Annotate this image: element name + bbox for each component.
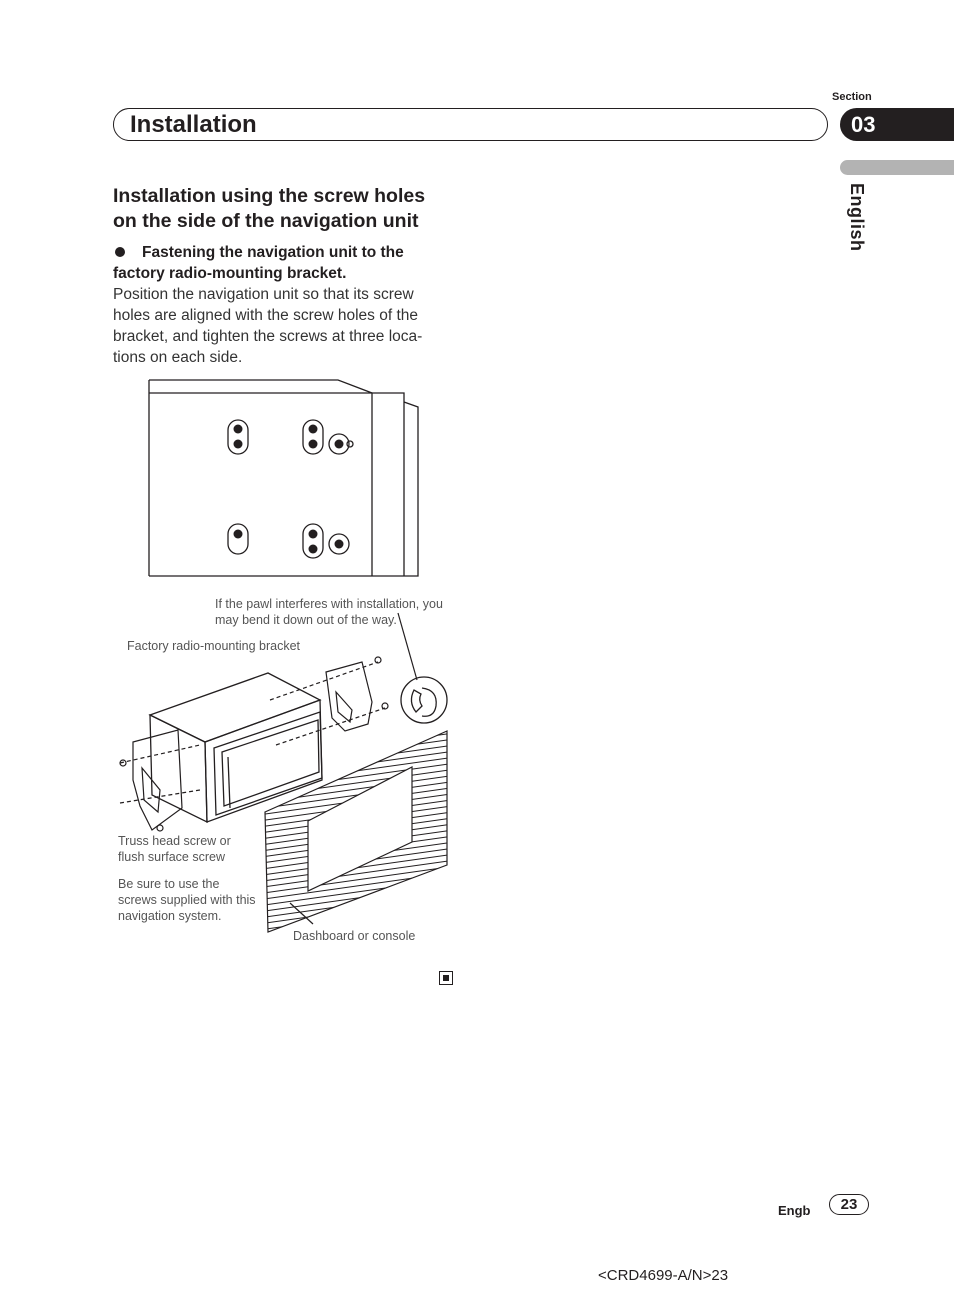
body-paragraph: Position the navigation unit so that its screw holes are aligned with the screw holes of the bracket, and tighten the screws at three loca-tions on each side. [113, 286, 423, 366]
section-heading: Installation using the screw holes on the side of the navigation unit [113, 185, 426, 232]
right-bracket-illustration [270, 613, 417, 745]
end-of-section-icon-fill [443, 975, 449, 981]
pawl-detail-illustration [401, 677, 447, 723]
caption-dashboard: Dashboard or console [293, 929, 416, 943]
dashboard-illustration [265, 731, 447, 932]
caption-pawl: If the pawl interferes with installation, you may bend it down out of the way. [215, 597, 443, 627]
unit-side-view-illustration [149, 380, 418, 576]
language-tab-label: English [847, 183, 867, 252]
caption-factory-bracket: Factory radio-mounting bracket [127, 639, 300, 653]
footer-language-code: Engb [778, 1203, 811, 1218]
caption-screw-note: Be sure to use the screws supplied with this navigation system. [118, 877, 256, 923]
screw-hole-dots [234, 425, 344, 554]
section-label: Section [832, 91, 872, 103]
page-number: 23 [840, 1196, 858, 1213]
bullet-heading: Fastening the navigation unit to the factory radio-mounting bracket. [113, 244, 404, 282]
left-bracket-illustration [120, 730, 200, 831]
document-code: <CRD4699-A/N>23 [598, 1267, 729, 1284]
caption-screw-type: Truss head screw or flush surface screw [118, 834, 231, 864]
section-number: 03 [851, 112, 876, 137]
page-title: Installation [130, 111, 257, 138]
